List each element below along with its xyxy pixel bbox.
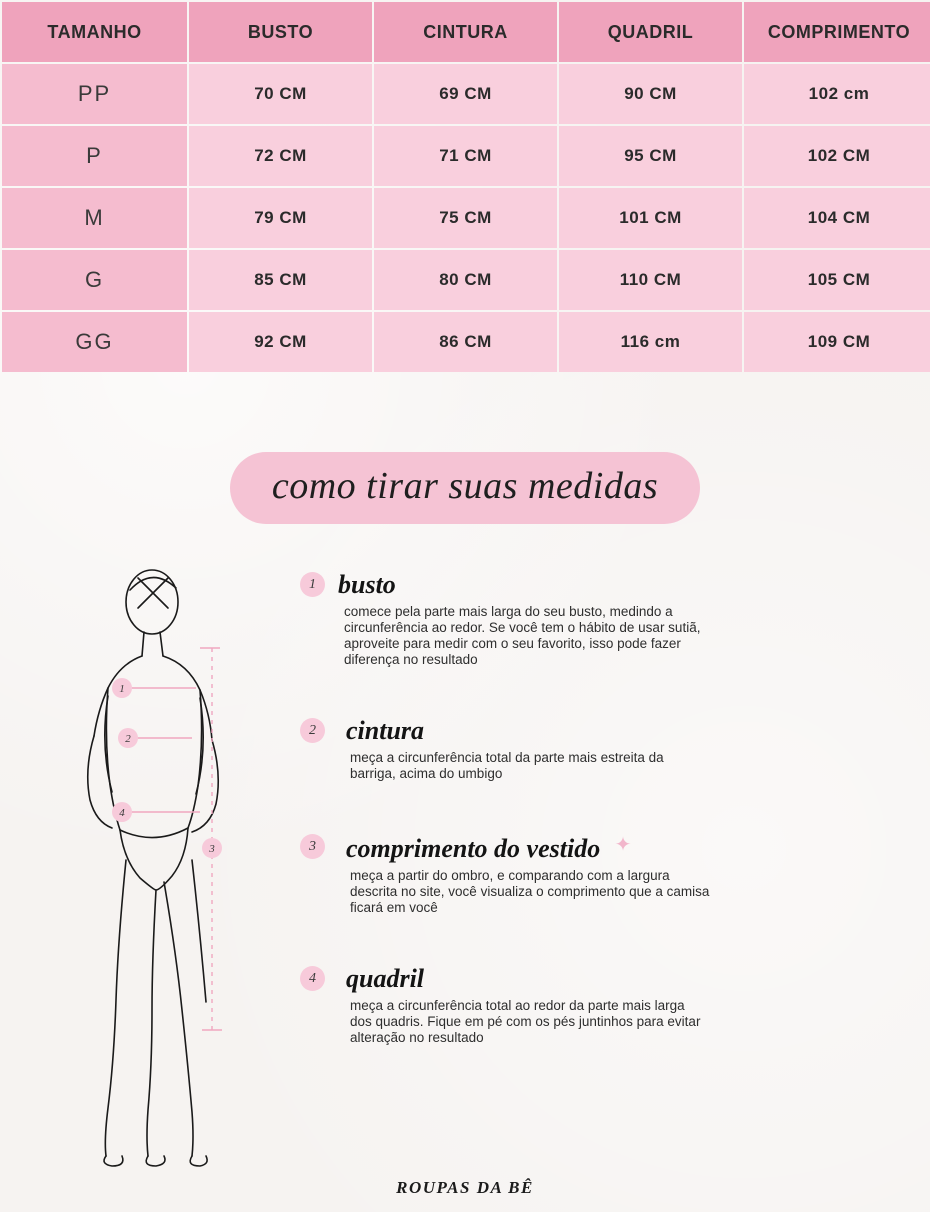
svg-text:1: 1	[119, 683, 125, 695]
step-description: meça a circunferência total da parte mais estreita da barriga, acima do umbigo	[350, 750, 664, 781]
cell-busto: 79 CM	[189, 188, 372, 248]
size-chart-table	[0, 0, 930, 374]
instructions-list	[300, 570, 920, 1072]
cell-size: M	[2, 188, 187, 248]
step-cintura	[300, 716, 920, 782]
table-row	[2, 126, 930, 186]
step-title: comprimento do vestido	[346, 834, 601, 863]
cell-cintura: 80 CM	[374, 250, 557, 310]
cell-busto: 92 CM	[189, 312, 372, 372]
instructions-section	[0, 560, 930, 1180]
svg-text:3: 3	[209, 843, 215, 855]
step-number-badge: 2	[300, 718, 325, 743]
table-header-row	[2, 2, 930, 62]
svg-text:2: 2	[125, 733, 131, 745]
cell-quadril: 90 CM	[559, 64, 742, 124]
sparkle-icon: ✦	[614, 834, 632, 856]
cell-busto: 85 CM	[189, 250, 372, 310]
step-busto	[300, 570, 920, 668]
svg-text:4: 4	[119, 807, 125, 819]
cell-size: P	[2, 126, 187, 186]
step-title: busto	[338, 570, 396, 599]
step-description: meça a circunferência total ao redor da parte mais larga dos quadris. Fique em pé com os pés juntinhos para evitar alteração no resultado	[350, 998, 701, 1045]
page-title: como tirar suas medidas	[230, 452, 700, 524]
cell-comprimento: 102 cm	[744, 64, 930, 124]
step-number-badge: 3	[300, 834, 325, 859]
step-description: comece pela parte mais larga do seu busto, medindo a circunferência ao redor. Se você tem o hábito de usar sutiã, aproveite para medir com o seu favorito, isso pode fazer diferença no resultado	[344, 604, 701, 667]
cell-quadril: 101 CM	[559, 188, 742, 248]
cell-comprimento: 104 CM	[744, 188, 930, 248]
table-row	[2, 188, 930, 248]
table-row	[2, 312, 930, 372]
cell-comprimento: 109 CM	[744, 312, 930, 372]
table-row	[2, 64, 930, 124]
step-quadril	[300, 964, 920, 1046]
table-row	[2, 250, 930, 310]
step-title: quadril	[346, 964, 425, 993]
step-comprimento-do-vestido	[300, 832, 920, 916]
cell-comprimento: 102 CM	[744, 126, 930, 186]
cell-quadril: 110 CM	[559, 250, 742, 310]
cell-comprimento: 105 CM	[744, 250, 930, 310]
cell-cintura: 69 CM	[374, 64, 557, 124]
cell-cintura: 71 CM	[374, 126, 557, 186]
cell-cintura: 75 CM	[374, 188, 557, 248]
column-header-cintura: CINTURA	[374, 2, 557, 62]
cell-size: PP	[2, 64, 187, 124]
step-title: cintura	[346, 716, 425, 745]
brand-logo: ROUPAS DA BÊ	[396, 1178, 534, 1197]
cell-size: G	[2, 250, 187, 310]
cell-quadril: 116 cm	[559, 312, 742, 372]
step-number-badge: 4	[300, 966, 325, 991]
column-header-busto: BUSTO	[189, 2, 372, 62]
step-number-badge: 1	[300, 572, 325, 597]
section-heading-wrapper	[0, 452, 930, 524]
cell-quadril: 95 CM	[559, 126, 742, 186]
footer	[0, 1178, 930, 1198]
cell-busto: 72 CM	[189, 126, 372, 186]
column-header-comprimento: COMPRIMENTO	[744, 2, 930, 62]
cell-cintura: 86 CM	[374, 312, 557, 372]
cell-size: GG	[2, 312, 187, 372]
column-header-tamanho: TAMANHO	[2, 2, 187, 62]
step-description: meça a partir do ombro, e comparando com a largura descrita no site, você visualiza o comprimento que a camisa ficará em você	[350, 868, 710, 915]
column-header-quadril: QUADRIL	[559, 2, 742, 62]
cell-busto: 70 CM	[189, 64, 372, 124]
